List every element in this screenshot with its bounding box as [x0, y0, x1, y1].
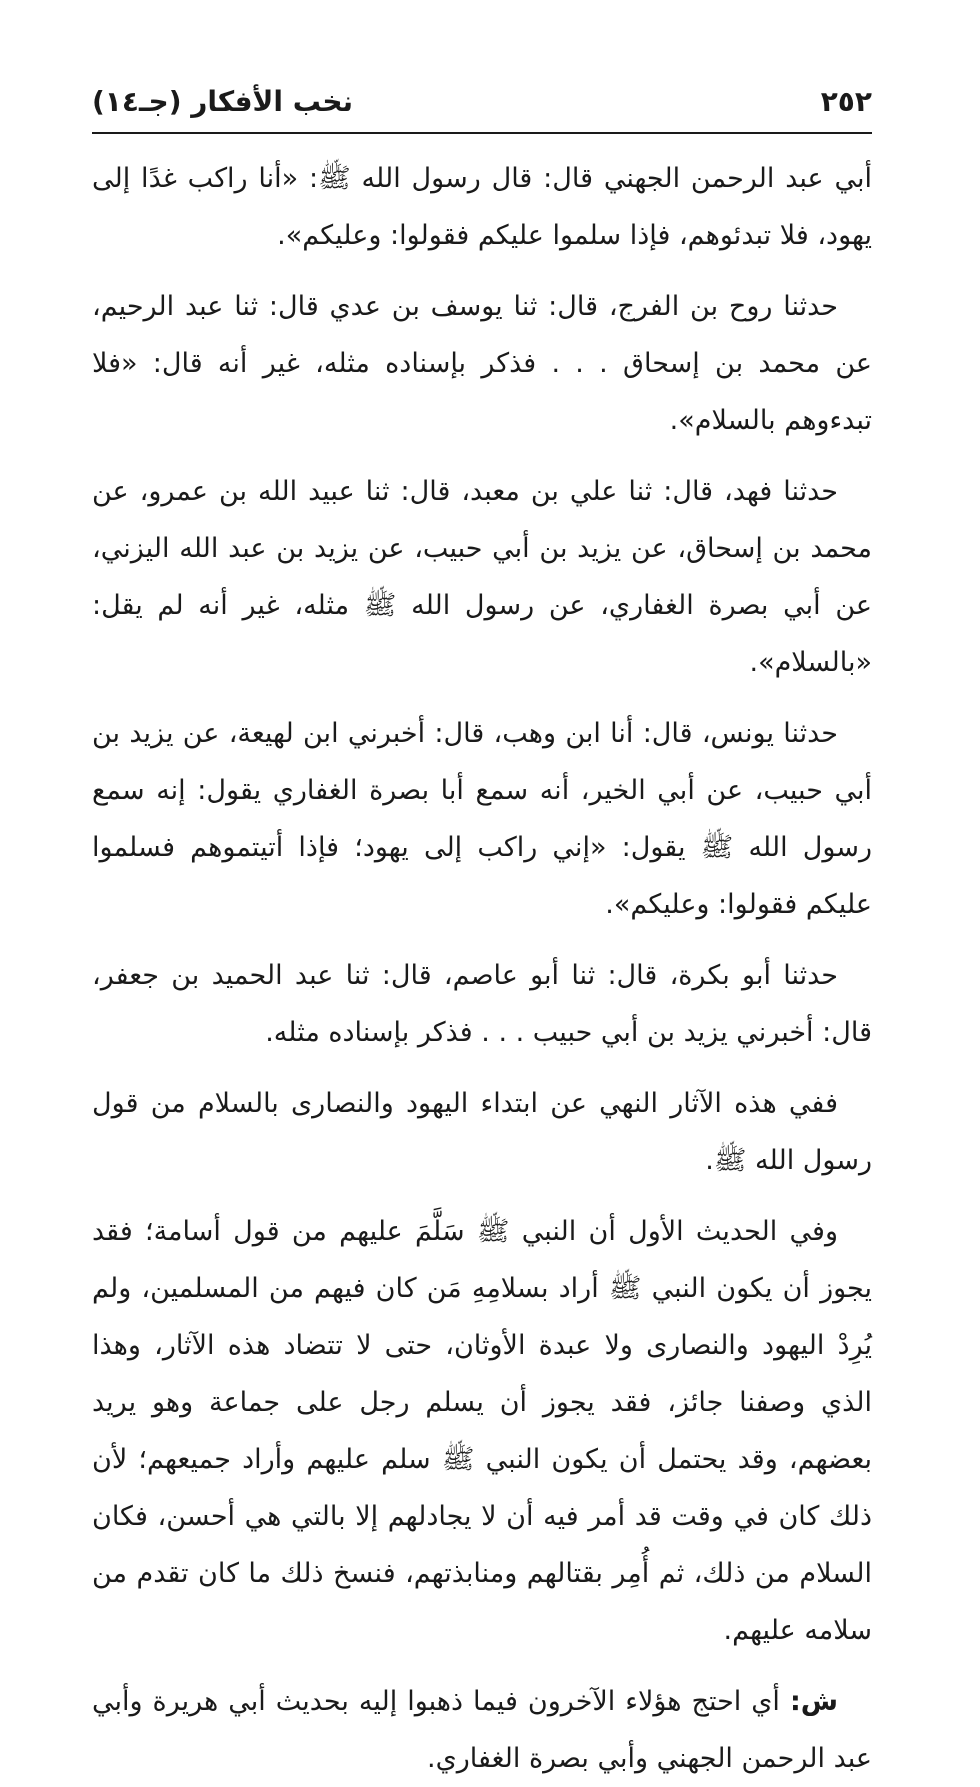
paragraph-hadith-isnad: حدثنا فهد، قال: ثنا علي بن معبد، قال: ثنا عبيد الله بن عمرو، عن محمد بن إسحاق، عن يزيد بن أبي حبيب، عن يزيد بن عبد الله اليزني، عن أبي بصرة الغفاري، عن رسول الله ﷺ مثله، غير أنه لم يقل: «بالسلام». [92, 476, 872, 678]
running-header [92, 78, 872, 124]
paragraph-discussion: وفي الحديث الأول أن النبي ﷺ سَلَّمَ عليهم من قول أسامة؛ فقد يجوز أن يكون النبي ﷺ أراد بسلامِهِ مَن كان فيهم من المسلمين، ولم يُرِدْ اليهود والنصارى ولا عبدة الأوثان، حتى لا تتضاد هذه الآثار، وهذا الذي وصفنا جائز، فقد يجوز أن يسلم رجل على جماعة وهو يريد بعضهم، وقد يحتمل أن يكون النبي ﷺ سلم عليهم وأراد جميعهم؛ لأن ذلك كان في وقت قد أمر فيه أن لا يجادلهم إلا بالتي هي أحسن، فكان السلام من ذلك، ثم أُمِر بقتالهم ومنابذتهم، فنسخ ذلك ما كان تقدم من سلامه عليهم. [92, 1216, 872, 1646]
body-text [92, 150, 872, 1787]
header-divider [92, 132, 872, 134]
paragraph-hadith-isnad: حدثنا روح بن الفرج، قال: ثنا يوسف بن عدي قال: ثنا عبد الرحيم، عن محمد بن إسحاق . . . فذكر بإسناده مثله، غير أنه قال: «فلا تبدءوهم بالسلام». [92, 291, 872, 436]
paragraph-conclusion: ففي هذه الآثار النهي عن ابتداء اليهود والنصارى بالسلام من قول رسول الله ﷺ. [92, 1088, 872, 1176]
page-number: ٢٥٢ [820, 84, 872, 118]
paragraph-continuation: أبي عبد الرحمن الجهني قال: قال رسول الله ﷺ: «أنا راكب غدًا إلى يهود، فلا تبدئوهم، فإذا سلموا عليكم فقولوا: وعليكم». [92, 163, 872, 251]
paragraph-hadith-isnad: حدثنا يونس، قال: أنا ابن وهب، قال: أخبرني ابن لهيعة، عن يزيد بن أبي حبيب، عن أبي الخير، أنه سمع أبا بصرة الغفاري يقول: إنه سمع رسول الله ﷺ يقول: «إني راكب إلى يهود؛ فإذا أتيتموهم فسلموا عليكم فقولوا: وعليكم». [92, 718, 872, 920]
paragraph-hadith-isnad: حدثنا أبو بكرة، قال: ثنا أبو عاصم، قال: ثنا عبد الحميد بن جعفر، قال: أخبرني يزيد بن أبي حبيب . . . فذكر بإسناده مثله. [92, 960, 872, 1048]
commentary-label: ش: [789, 1686, 838, 1717]
commentary-text: أي احتج هؤلاء الآخرون فيما ذهبوا إليه بحديث أبي هريرة وأبي عبد الرحمن الجهني وأبي بصرة الغفاري. [92, 1686, 872, 1774]
book-title: نخب الأفكار (جـ١٤) [92, 84, 354, 118]
commentary-paragraph [92, 1673, 872, 1787]
